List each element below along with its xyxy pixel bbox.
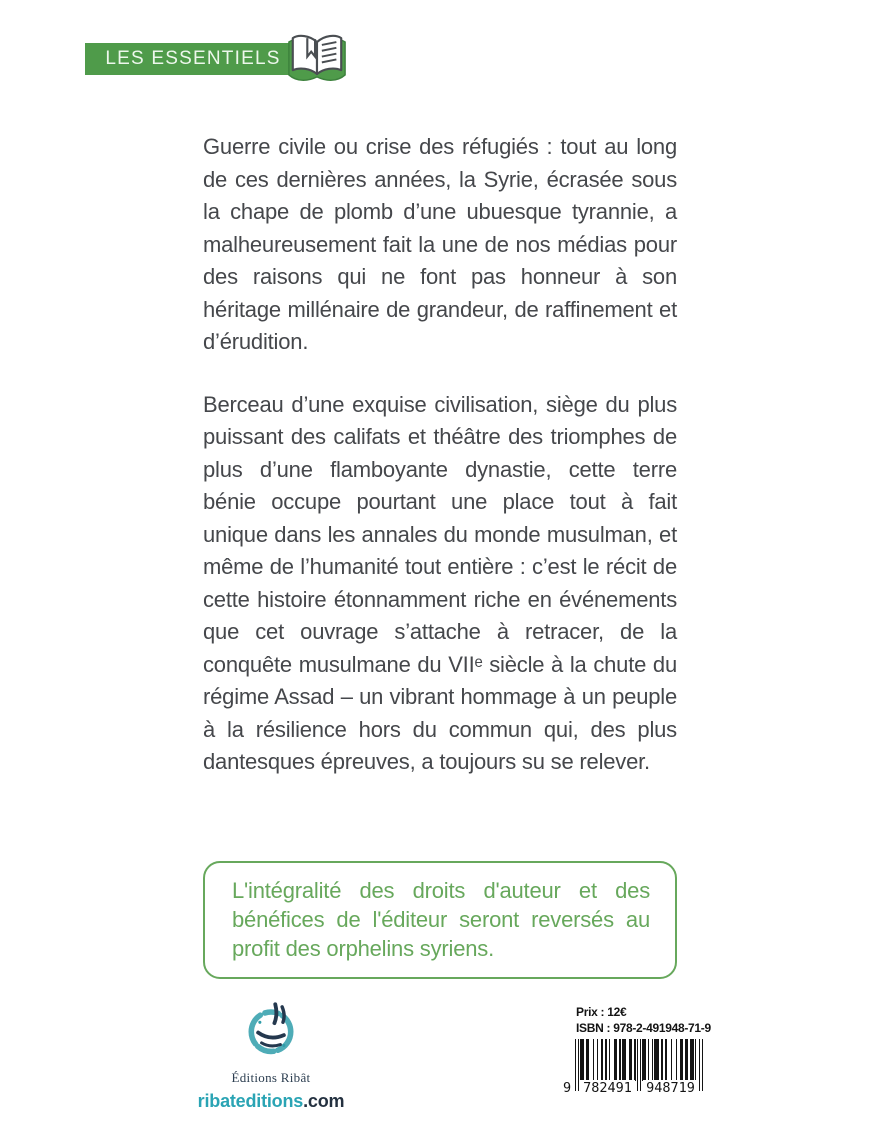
royalties-notice-box <box>203 861 677 979</box>
essentials-banner <box>85 43 301 75</box>
open-book-icon <box>286 27 348 90</box>
synopsis-paragraph-1: Guerre civile ou crise des réfugiés : tout au long de ces dernières années, la Syrie, écrasée sous la chape de plomb d’une ubuesque tyrannie, a malheureusement fait la une de nos médias pour des raisons qui ne font pas honneur à son héritage millénaire de grandeur, de raffinement et d’érudition. <box>203 134 677 354</box>
barcode-digit-group1: 782491 <box>580 1080 635 1096</box>
price-label: Prix : 12€ <box>576 1005 627 1019</box>
isbn-label: ISBN : 978-2-491948-71-9 <box>576 1021 711 1035</box>
barcode <box>563 1039 703 1097</box>
publisher-website-primary: ribateditions <box>197 1091 304 1111</box>
barcode-digit-left: 9 <box>563 1080 572 1096</box>
publisher-block <box>188 1000 354 1112</box>
sales-info <box>563 1004 716 1097</box>
publisher-website-suffix: .com <box>303 1091 345 1111</box>
publisher-website <box>188 1091 354 1112</box>
synopsis-paragraph-2: Berceau d’une exquise civilisation, siège du plus puissant des califats et théâtre des triomphes de plus d’une flamboyante dynastie, cette terre bénie occupe pourtant une place tout à fait unique dans les annales du monde musulman, et même de l’humanité tout entière : c’est le récit de cette histoire étonnamment riche en événements que cet ouvrage s’attache à retracer, de la conquête musulmane du VIIᵉ siècle à la chute du régime Assad – un vibrant hommage à un peuple à la résilience hors du commun qui, des plus dantesques épreuves, a toujours su se relever. <box>203 391 677 774</box>
royalties-notice-text: L'intégralité des droits d'auteur et des bénéfices de l'éditeur seront reversés au profit des orphelins syriens. <box>232 878 650 961</box>
barcode-digits <box>563 1078 703 1096</box>
barcode-digit-group2: 948719 <box>643 1080 698 1096</box>
publisher-name: Éditions Ribât <box>231 1070 311 1085</box>
ribat-calligraphy-logo <box>188 1000 354 1065</box>
synopsis <box>203 131 677 779</box>
banner-label: LES ESSENTIELS <box>105 48 281 69</box>
